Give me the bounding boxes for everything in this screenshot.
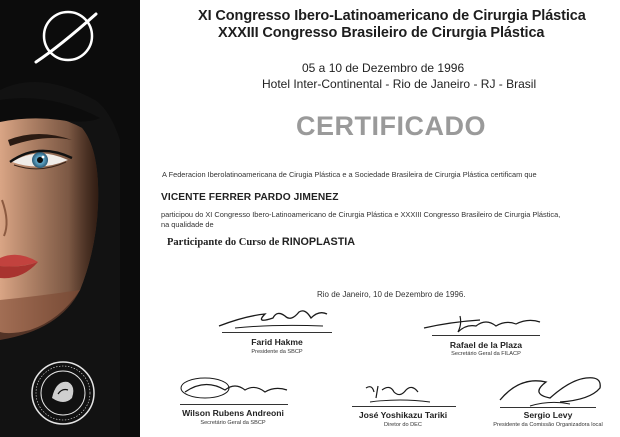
society-seal-icon	[28, 358, 98, 428]
congress-venue: Hotel Inter-Continental - Rio de Janeiro - RJ - Brasil	[262, 77, 537, 91]
place-and-date: Rio de Janeiro, 10 de Dezembro de 1996.	[317, 290, 466, 299]
signatory-3-title: Secretário Geral da SBCP	[200, 420, 266, 426]
signature-line-2	[432, 335, 540, 336]
signature-sergio-levy	[490, 370, 610, 410]
signature-farid-hakme	[215, 306, 335, 332]
signatory-2-name: Rafael de la Plaza	[449, 340, 523, 350]
signature-line-3	[180, 404, 288, 405]
role-prefix: Participante do Curso de	[167, 237, 282, 248]
signature-rafael-de-la-plaza	[420, 312, 550, 336]
signature-line-5	[500, 407, 596, 408]
congress-dates: 05 a 10 de Dezembro de 1996	[302, 61, 465, 75]
certificate-intro: A Federacion Iberolatinoamericana de Cirugia Plástica e a Sociedade Brasileira de Cirurgia Plástica certificam que	[162, 170, 537, 179]
decorative-art-panel	[0, 0, 140, 437]
signatory-1-name: Farid Hakme	[251, 337, 303, 347]
congress-title-line2: XXXIII Congresso Brasileiro de Cirurgia Plástica	[218, 25, 545, 41]
participation-text-line1: participou do XI Congresso Ibero-Latinoamericano de Cirurgia Plástica e XXXIII Congresso Brasileiro de Cirurgia Plástica,	[161, 210, 561, 219]
signatory-1-title: Presidente da SBCP	[251, 349, 303, 355]
course-name: RINOPLASTIA	[281, 236, 356, 248]
signature-line-1	[222, 332, 332, 333]
participation-text-line2: na qualidade de	[161, 220, 214, 229]
signatory-3-name: Wilson Rubens Andreoni	[182, 408, 284, 418]
certificate-title: CERTIFICADO	[296, 111, 486, 141]
signature-line-4	[352, 406, 456, 407]
participation-role	[167, 236, 355, 248]
signatory-5-name: Sergio Levy	[523, 410, 573, 420]
congress-title-line1: XI Congresso Ibero-Latinoamericano de Cirurgia Plástica	[198, 8, 586, 24]
signature-wilson-andreoni	[175, 374, 295, 404]
signatory-5-title: Presidente da Comissão Organizadora local	[493, 422, 603, 428]
signatory-2-title: Secretário Geral da FILACP	[451, 351, 521, 357]
congress-logo-icon	[30, 6, 100, 68]
signatory-4-name: José Yoshikazu Tariki	[358, 410, 448, 420]
signature-jose-tariki	[360, 380, 440, 406]
recipient-name: VICENTE FERRER PARDO JIMENEZ	[161, 192, 339, 203]
signatory-4-title: Diretor do DEC	[384, 422, 422, 428]
